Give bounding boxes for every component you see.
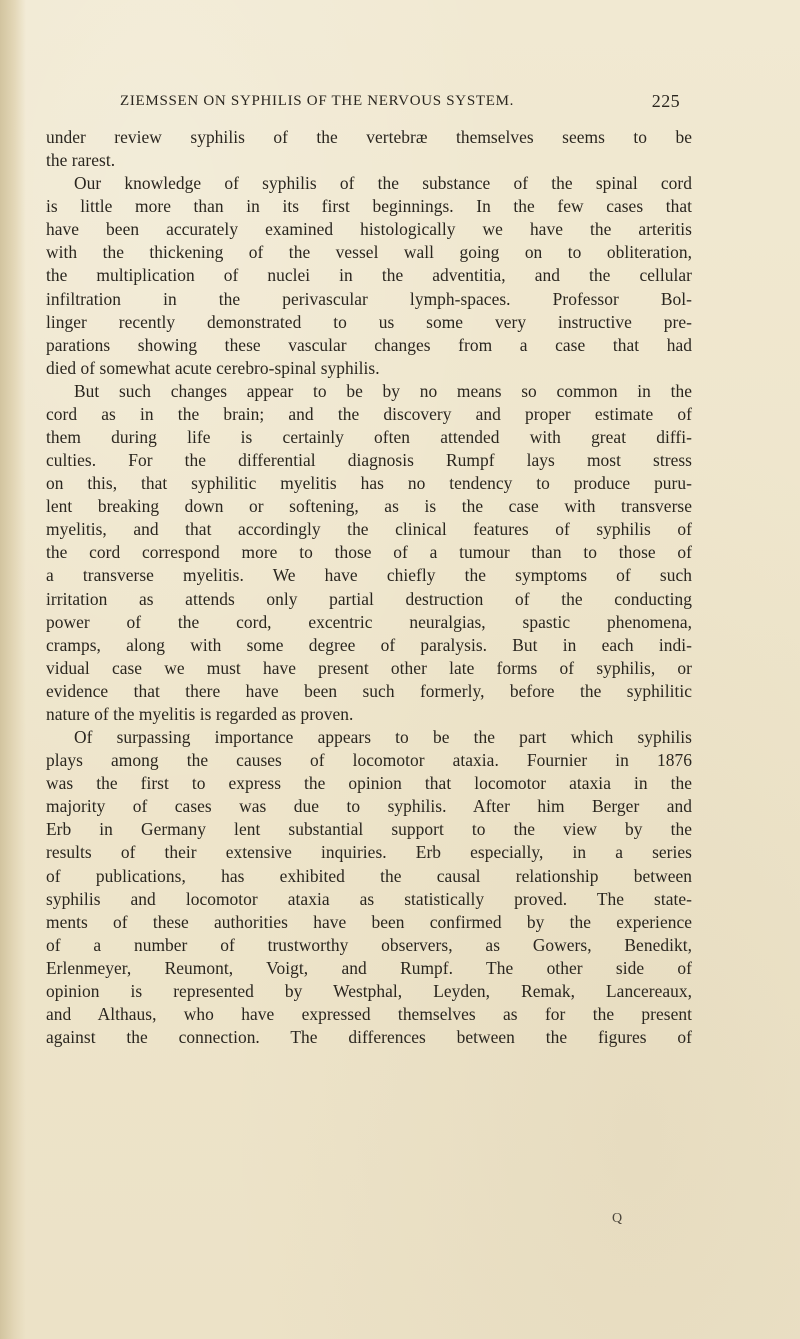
text-line: myelitis, and that accordingly the clinical features of syphilis of — [46, 519, 692, 540]
paragraph-4 — [46, 726, 692, 1049]
text-line: was the first to express the opinion that locomotor ataxia in the — [46, 773, 692, 794]
text-line: is little more than in its first beginnings. In the few cases that — [46, 196, 692, 217]
text-line: Our knowledge of syphilis of the substance of the spinal cord — [74, 173, 692, 194]
text-line: and Althaus, who have expressed themselves as for the present — [46, 1003, 692, 1024]
text-line: results of their extensive inquiries. Erb especially, in a series — [46, 842, 692, 863]
text-line: lent breaking down or softening, as is the case with transverse — [46, 496, 692, 517]
text-line: died of somewhat acute cerebro-spinal syphilis. — [46, 357, 380, 378]
text-line: Erb in Germany lent substantial support to the view by the — [46, 819, 692, 840]
text-line: plays among the causes of locomotor ataxia. Fournier in 1876 — [46, 750, 692, 771]
text-line: under review syphilis of the vertebræ themselves seems to be — [46, 127, 692, 147]
text-line: nature of the myelitis is regarded as proven. — [46, 703, 354, 724]
text-line: vidual case we must have present other late forms of syphilis, or — [46, 657, 692, 678]
text-line: irritation as attends only partial destruction of the conducting — [46, 588, 692, 609]
text-line: Erlenmeyer, Reumont, Voigt, and Rumpf. The other side of — [46, 957, 692, 978]
text-line: them during life is certainly often attended with great diffi- — [46, 427, 692, 448]
text-line: of publications, has exhibited the causal relationship between — [46, 865, 692, 886]
running-head — [120, 88, 680, 114]
text-line: the multiplication of nuclei in the adventitia, and the cellular — [46, 265, 692, 286]
text-line: a transverse myelitis. We have chiefly the symptoms of such — [46, 565, 692, 586]
text-line: the cord correspond more to those of a tumour than to those of — [46, 542, 692, 563]
running-title: ZIEMSSEN ON SYPHILIS OF THE NERVOUS SYSTEM. — [120, 93, 515, 109]
text-line: with the thickening of the vessel wall going on to obliteration, — [46, 242, 692, 263]
text-line: parations showing these vascular changes from a case that had — [46, 334, 692, 355]
body-text — [46, 126, 692, 1049]
text-line: ments of these authorities have been confirmed by the experience — [46, 911, 692, 932]
text-line: the rarest. — [46, 150, 116, 171]
text-line: have been accurately examined histologically we have the arteritis — [46, 219, 692, 240]
text-line: linger recently demonstrated to us some very instructive pre- — [46, 311, 692, 332]
text-line: opinion is represented by Westphal, Leyden, Remak, Lancereaux, — [46, 980, 692, 1001]
text-line: majority of cases was due to syphilis. After him Berger and — [46, 796, 692, 817]
text-line: But such changes appear to be by no means so common in the — [74, 380, 692, 401]
text-line: culties. For the differential diagnosis Rumpf lays most stress — [46, 450, 692, 471]
text-line: Of surpassing importance appears to be the part which syphilis — [74, 727, 692, 748]
text-line: infiltration in the perivascular lymph-spaces. Professor Bol- — [46, 288, 692, 309]
paragraph-3 — [46, 380, 692, 726]
text-line: cord as in the brain; and the discovery and proper estimate of — [46, 403, 692, 424]
page-left-edge-shadow — [0, 0, 26, 1339]
text-line: evidence that there have been such formerly, before the syphilitic — [46, 680, 692, 701]
paragraph-2 — [46, 172, 692, 380]
text-line: syphilis and locomotor ataxia as statistically proved. The state- — [46, 888, 692, 909]
text-line: cramps, along with some degree of paralysis. But in each indi- — [46, 634, 692, 655]
text-line: power of the cord, excentric neuralgias, spastic phenomena, — [46, 611, 692, 632]
text-line: against the connection. The differences between the figures of — [46, 1027, 692, 1048]
signature-mark: Q — [612, 1211, 623, 1226]
paragraph-1 — [46, 126, 692, 172]
text-line: of a number of trustworthy observers, as Gowers, Benedikt, — [46, 934, 692, 955]
page-number: 225 — [651, 91, 680, 111]
text-line: on this, that syphilitic myelitis has no tendency to produce puru- — [46, 473, 692, 494]
